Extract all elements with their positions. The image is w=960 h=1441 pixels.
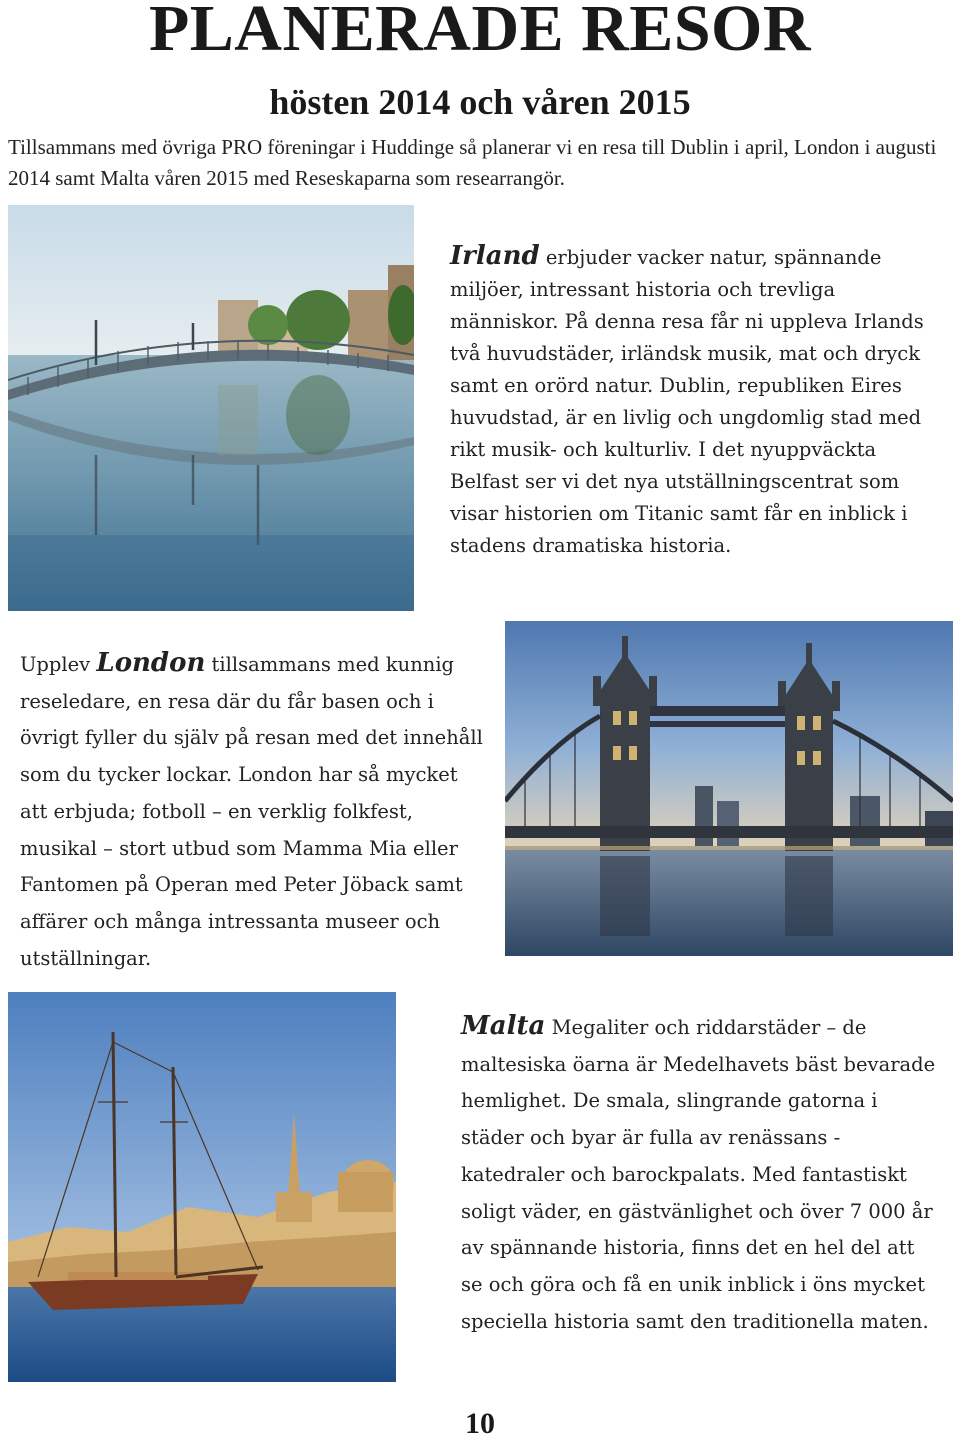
tower-bridge-photo [505,621,953,956]
intro-paragraph: Tillsammans med övriga PRO föreningar i Huddinge så planerar vi en resa till Dublin i april, London i augusti 2014 samt Malta våren 2015 med Reseskaparna som researrangör. [8,135,937,190]
london-body: tillsammans med kunnig reseledare, en resa där du får basen och i övrigt fyller du själv på resan med det innehåll som du tycker lockar. London har så mycket att erbjuda; fotboll – en verklig folkfest, musikal – stort utbud som Mamma Mia eller Fantomen på Operan med Peter Jöback samt affärer och många intressanta museer och utställningar. [20,653,483,970]
irland-paragraph [450,240,940,562]
irland-body: erbjuder vacker natur, spännande miljöer, intressant historia och trevliga människor. På denna resa får ni uppleva Irlands två huvudstäder, irländsk musik, mat och dryck samt en orörd natur. Dublin, republiken Eires huvudstad, är en livlig och ungdomlig stad med rikt musik- och kulturliv. I det nyuppväckta Belfast ser vi det nya utställningscentrat som visar historien om Titanic samt får en inblick i stadens dramatiska historia. [450,246,924,557]
page-title: PLANERADE RESOR [148,0,812,65]
malta-heading: Malta [461,1011,546,1041]
london-paragraph [20,645,490,977]
london-prefix: Upplev [20,653,97,676]
page-subtitle: hösten 2014 och våren 2015 [269,82,691,122]
dublin-bridge-photo [8,205,414,611]
malta-body: Megaliter och riddarstäder – de maltesiska öarna är Medelhavets bäst bevarade hemlighet. De smala, slingrande gatorna i städer och byar är fulla av renässans - katedraler och barockpalats. Med fantastiskt soligt väder, en gästvänlighet och över 7 000 år av spännande historia, finns det en hel del att se och göra och få en unik inblick i öns mycket speciella historia samt den traditionella maten. [461,1016,936,1333]
malta-harbour-photo [8,992,396,1382]
page-number: 10 [465,1407,495,1440]
malta-paragraph [461,1008,941,1340]
london-heading: London [96,648,206,678]
irland-heading: Irland [450,241,540,271]
